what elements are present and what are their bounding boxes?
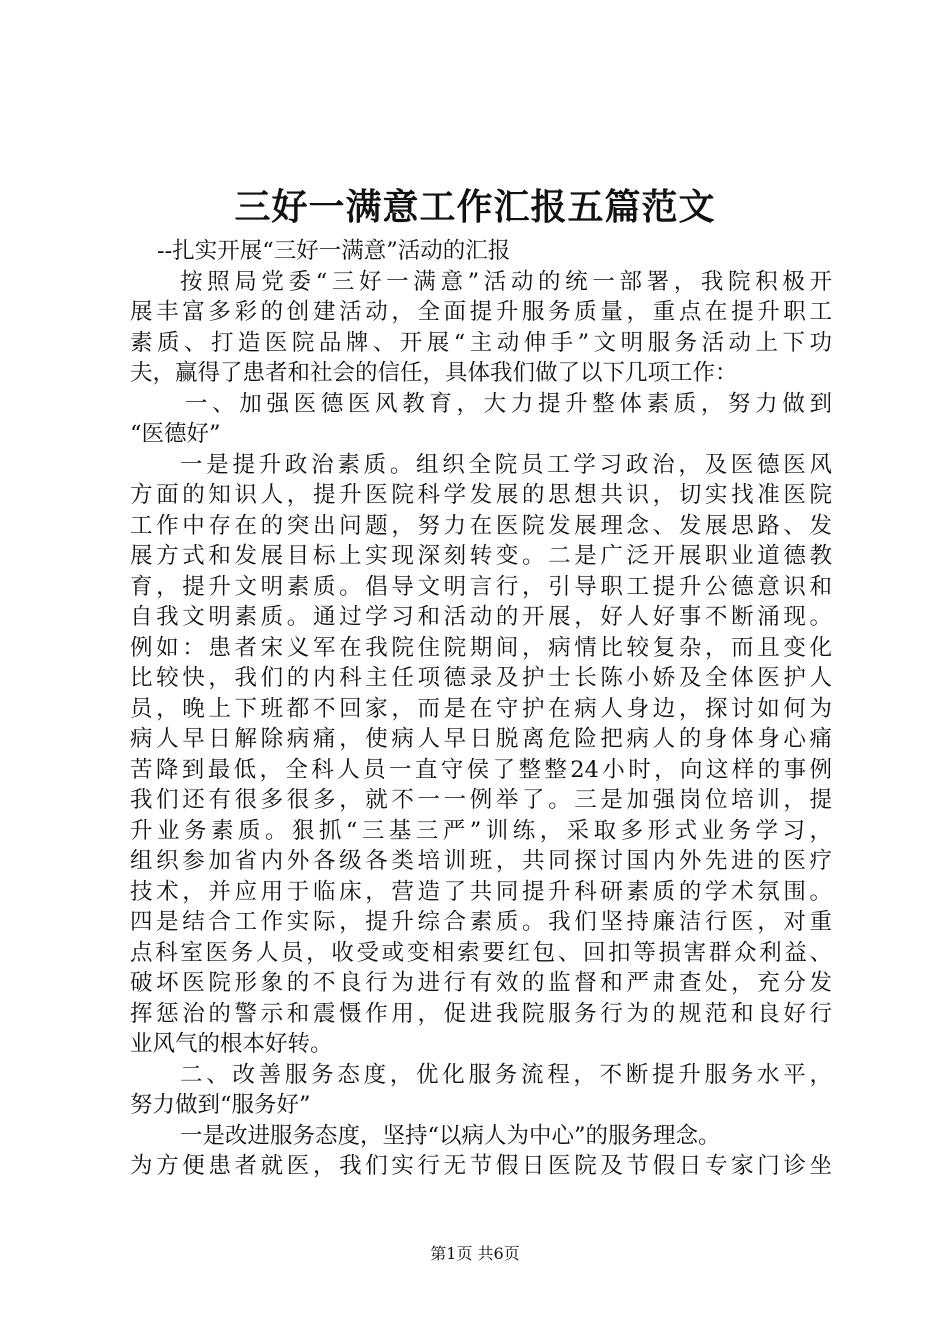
document-title: 三好一满意工作汇报五篇范文 xyxy=(234,187,716,228)
body-text-line: 为方便患者就医，我们实行无节假日医院及节假日专家门诊坐 xyxy=(130,1153,832,1179)
body-text-line: 组织参加省内外各级各类培训班，共同探讨国内外先进的医疗 xyxy=(130,848,832,874)
page-footer: 第1页 共6页 xyxy=(430,1244,520,1263)
body-text-line: 我们还有很多很多，就不一一例举了。三是加强岗位培训，提 xyxy=(130,787,832,813)
body-text-line: 比较快，我们的内科主任项德录及护士长陈小娇及全体医护人 xyxy=(130,665,832,691)
body-text-line: 四是结合工作实际，提升综合素质。我们坚持廉洁行医，对重 xyxy=(130,909,832,935)
section-heading-line: 一、加强医德医风教育，大力提升整体素质，努力做到 xyxy=(185,390,832,417)
body-text-line: 点科室医务人员，收受或变相索要红包、回扣等损害群众利益、 xyxy=(130,939,832,966)
body-text-line: 方面的知识人，提升医院科学发展的思想共识，切实找准医院 xyxy=(130,482,832,508)
body-text-line: 破坏医院形象的不良行为进行有效的监督和严肃查处，充分发 xyxy=(130,970,832,996)
body-text-line: 一是提升政治素质。组织全院员工学习政治，及医德医风 xyxy=(180,451,832,478)
body-text-line: 例如：患者宋义军在我院住院期间，病情比较复杂，而且变化 xyxy=(130,634,832,661)
body-text-line: 按照局党委“三好一满意”活动的统一部署，我院积极开 xyxy=(180,268,832,295)
body-text-line: 自我文明素质。通过学习和活动的开展，好人好事不断涌现。 xyxy=(130,604,832,630)
body-text-line: 展丰富多彩的创建活动，全面提升服务质量，重点在提升职工 xyxy=(130,299,832,325)
body-text-line: 努力做到“服务好” xyxy=(130,1092,311,1118)
body-text-line: 技术，并应用于临床，营造了共同提升科研素质的学术氛围。 xyxy=(130,878,832,905)
document-body xyxy=(130,236,832,1182)
body-text-line: 苦降到最低，全科人员一直守侯了整整24小时，向这样的事例 xyxy=(130,756,832,783)
body-text-line: 业风气的根本好转。 xyxy=(130,1031,333,1057)
body-text-line: “医德好” xyxy=(130,421,221,447)
body-text-line: 员，晚上下班都不回家，而是在守护在病人身边，探讨如何为 xyxy=(130,695,832,722)
body-text-line: 育，提升文明素质。倡导文明言行，引导职工提升公德意识和 xyxy=(130,573,832,600)
body-text-line: 工作中存在的突出问题，努力在医院发展理念、发展思路、发 xyxy=(130,512,832,539)
body-text-line: 素质、打造医院品牌、开展“主动伸手”文明服务活动上下功 xyxy=(130,329,832,356)
body-text-line: 夫，赢得了患者和社会的信任，具体我们做了以下几项工作： xyxy=(130,360,738,386)
body-text-line: 挥惩治的警示和震慑作用，促进我院服务行为的规范和良好行 xyxy=(130,1000,832,1027)
body-text-line: 升业务素质。狠抓“三基三严”训练，采取多形式业务学习， xyxy=(130,817,832,844)
section-heading-line: 二、改善服务态度，优化服务流程，不断提升服务水平， xyxy=(180,1061,832,1088)
document-subtitle: --扎实开展“三好一满意”活动的汇报 xyxy=(157,238,511,264)
body-text-line: 一是改进服务态度，坚持“以病人为中心”的服务理念。 xyxy=(180,1122,721,1149)
body-text-line: 展方式和发展目标上实现深刻转变。二是广泛开展职业道德教 xyxy=(130,543,832,569)
body-text-line: 病人早日解除病痛，使病人早日脱离危险把病人的身体身心痛 xyxy=(130,726,832,752)
